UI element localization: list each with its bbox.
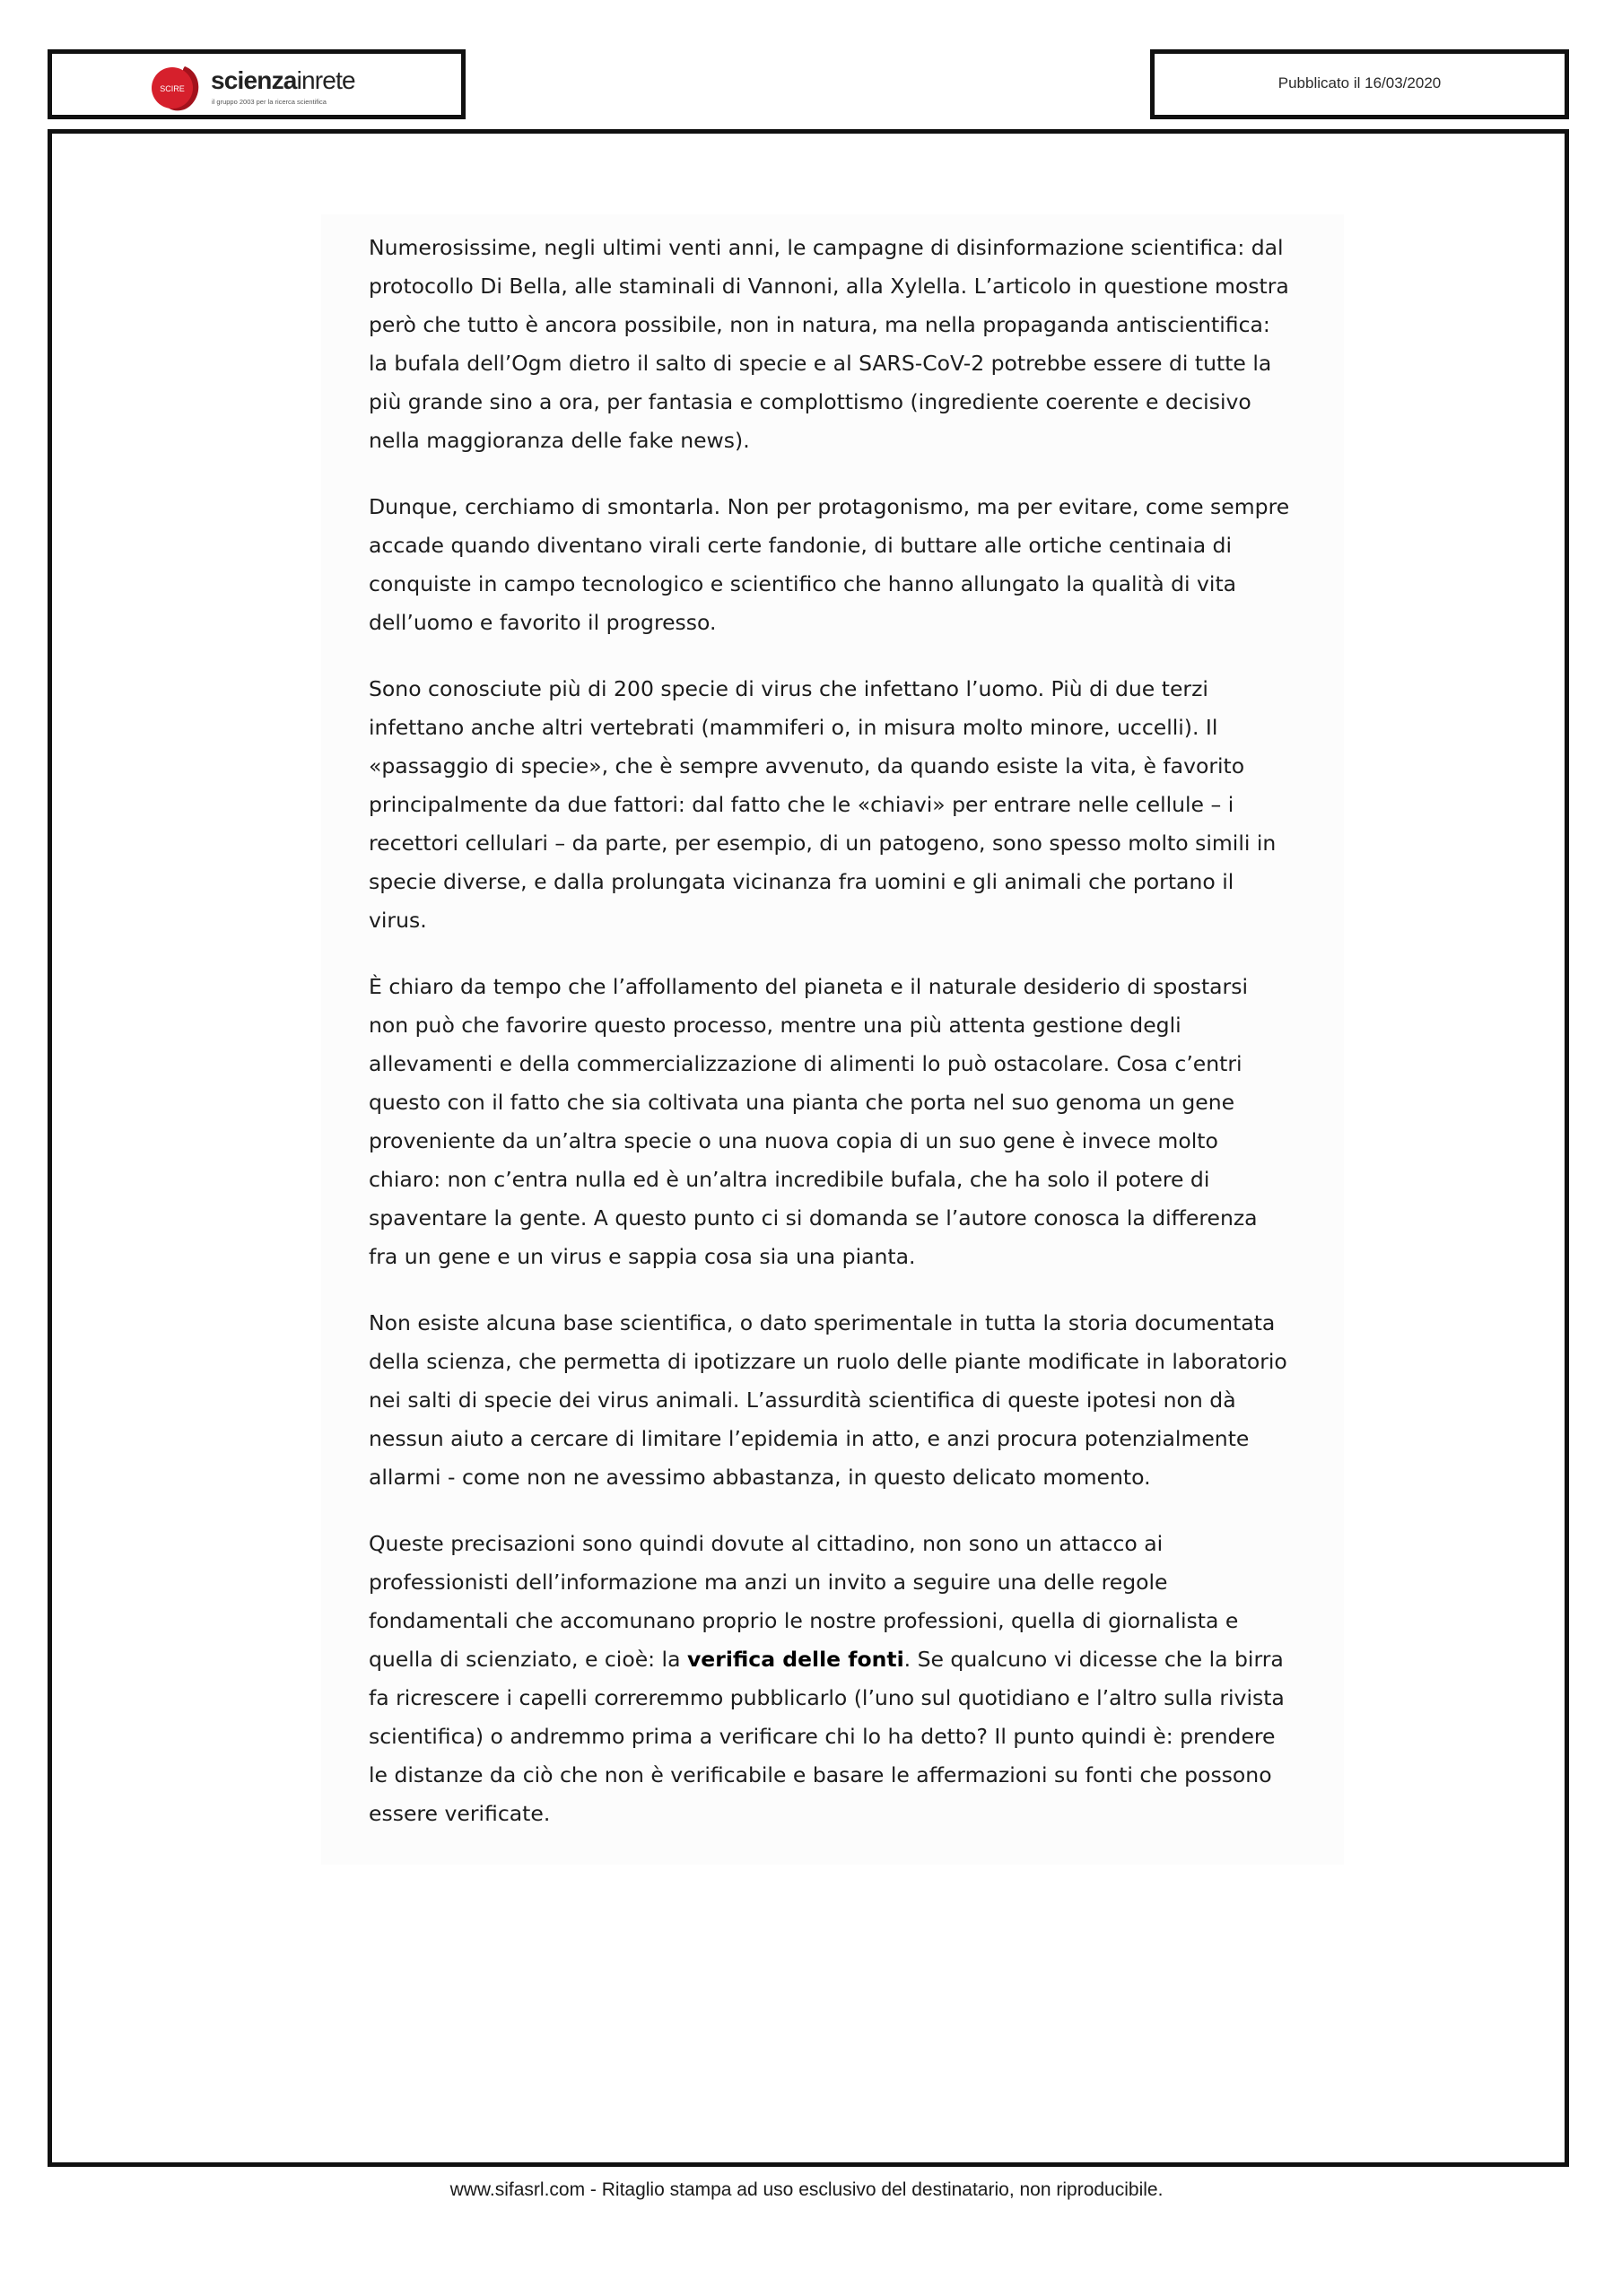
verifica-delle-fonti-emphasis: verifica delle fonti (686, 1647, 904, 1672)
article-paragraph: Numerosissime, negli ultimi venti anni, le campagne di disinformazione scientifica: dal protocollo Di Bella, alle staminali di Vannoni, alla Xylella. L’articolo in questione mostra però che tutto è ancora possibile, non in natura, ma nella propaganda antiscientifica: la bufala dell’Ogm dietro il salto di specie e al SARS-CoV-2 potrebbe essere di tutte la più grande sino a ora, per fantasia e complottismo (ingrediente coerente e decisivo nella maggioranza delle fake news). (369, 235, 1289, 453)
paragraph-text-before: Queste precisazioni sono quindi dovute al cittadino, non sono un attacco ai professionisti dell’informazione ma anzi un invito a seguire una delle regole fondamentali che accomunano proprio le nostre professioni, quella di giornalista e quella di scienziato, e cioè: la (369, 1531, 1239, 1672)
article-body (369, 229, 1293, 1861)
scienzainrete-mark-icon (149, 63, 205, 113)
article-paragraph: Dunque, cerchiamo di smontarla. Non per protagonismo, ma per evitare, come sempre accade quando diventano virali certe fandonie, di buttare alle ortiche centinaia di conquiste in campo tecnologico e scientifico che hanno allungato la qualità di vita dell’uomo e favorito il progresso. (369, 494, 1290, 635)
article-paragraph: È chiaro da tempo che l’affollamento del pianeta e il naturale desiderio di spostarsi non può che favorire questo processo, mentre una più attenta gestione degli allevamenti e della commercializzazione di alimenti lo può ostacolare. Cosa c’entri questo con il fatto che sia coltivata una pianta che porta nel suo genoma un gene proveniente da un’altra specie o una nuova copia di un suo gene è invece molto chiaro: non c’entra nulla ed è un’altra incredibile bufala, che ha solo il potere di spaventare la gente. A questo punto ci si domanda se l’autore conosca la differenza fra un gene e un virus e sappia cosa sia una pianta. (369, 974, 1258, 1269)
article-paragraph: Sono conosciute più di 200 specie di virus che infettano l’uomo. Più di due terzi infettano anche altri vertebrati (mammiferi o, in misura molto minore, uccelli). Il «passaggio di specie», che è sempre avvenuto, da quando esiste la vita, è favorito principalmente da due fattori: dal fatto che le «chiavi» per entrare nelle cellule – i recettori cellulari – da parte, per esempio, di un patogeno, sono spesso molto simili in specie diverse, e dalla prolungata vicinanza fra uomini e gli animali che portano il virus. (369, 676, 1277, 933)
footer-notice: www.sifasrl.com - Ritaglio stampa ad uso esclusivo del destinatario, non riproducibile. (449, 2179, 1164, 2200)
logo-box (48, 49, 466, 119)
date-box (1150, 49, 1569, 119)
article-frame (48, 129, 1569, 2167)
brand-tagline: il gruppo 2003 per la ricerca scientifica (212, 98, 327, 106)
publication-date: Pubblicato il 16/03/2020 (1277, 74, 1442, 91)
logo-mark-text: SCIRE (160, 84, 185, 93)
brand-light: inrete (296, 66, 355, 94)
brand-bold: scienza (211, 66, 297, 94)
paragraph-text-after: . Se qualcuno vi dicesse che la birra fa ricrescere i capelli correremmo pubblicarlo (l’uno sul quotidiano e l’altro sulla rivista scientifica) o andremmo prima a verificare chi lo ha detto? Il punto quindi è: prendere le distanze da ciò che non è verificabile e basare le affermazioni su fonti che possono essere verificate. (369, 1647, 1285, 1826)
article-paragraph-last (369, 1525, 1293, 1833)
article-paragraph: Non esiste alcuna base scientifica, o dato sperimentale in tutta la storia documentata della scienza, che permetta di ipotizzare un ruolo delle piante modificate in laboratorio nei salti di specie dei virus animali. L’assurdità scientifica di queste ipotesi non dà nessun aiuto a cercare di limitare l’epidemia in atto, e anzi procura potenzialmente allarmi - come non ne avessimo abbastanza, in questo delicato momento. (369, 1310, 1287, 1490)
brand-name (211, 66, 355, 95)
